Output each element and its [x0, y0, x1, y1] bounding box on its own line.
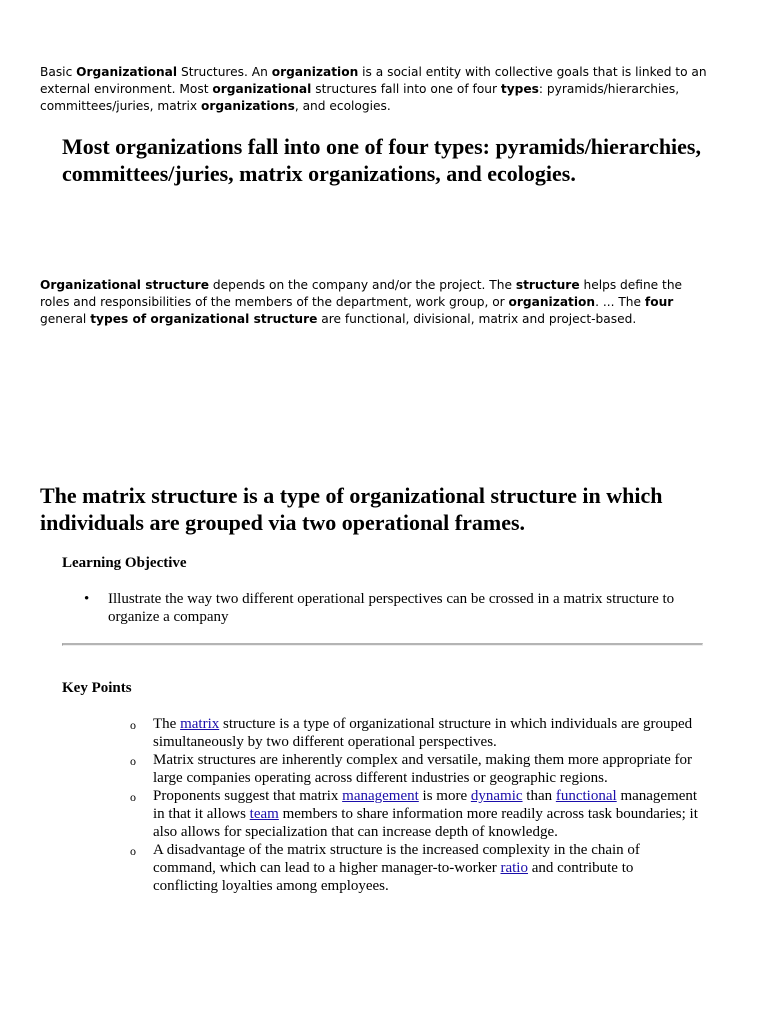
bold-text: organizations [201, 99, 295, 113]
key-point-text [153, 788, 698, 840]
key-point-text [153, 842, 640, 894]
text-run: depends on the company and/or the project. The [208, 278, 516, 292]
learning-objective-text: Illustrate the way two different operational perspectives can be crossed in a matrix structure to organize a company [108, 591, 675, 625]
bold-text: types [500, 82, 539, 96]
intro-paragraph [40, 64, 712, 115]
text-run: Basic [40, 65, 77, 79]
learning-objective-title: Learning Objective [62, 555, 187, 571]
link-dynamic[interactable]: dynamic [470, 788, 523, 804]
heading-four-types: Most organizations fall into one of four types: pyramids/hierarchies, committees/juries, matrix organizations, and ecologies. [62, 134, 701, 186]
text-run: Structures. An [177, 65, 272, 79]
list-item [84, 590, 704, 626]
text-run: than [522, 788, 556, 804]
link-functional[interactable]: functional [555, 788, 617, 804]
link-matrix[interactable]: matrix [180, 716, 220, 732]
heading-matrix-structure: The matrix structure is a type of organizational structure in which individuals are grouped via two operational frames. [40, 483, 663, 535]
key-point-text [153, 752, 692, 786]
bold-text: four [644, 295, 674, 309]
list-item [130, 841, 702, 895]
text-run: : pyramids/hierarchies, committees/juries, matrix [40, 82, 680, 113]
bold-text: organization [508, 295, 596, 309]
bold-text: Organizational [76, 65, 178, 79]
list-item [130, 715, 702, 751]
text-run: , and ecologies. [294, 99, 391, 113]
bold-text: types of organizational structure [90, 312, 318, 326]
circle-bullet-icon: o [130, 790, 136, 804]
link-ratio[interactable]: ratio [500, 860, 528, 876]
text-run: are functional, divisional, matrix and project-based. [317, 312, 637, 326]
text-run: A disadvantage of the matrix structure is the increased complexity in the chain of command, which can lead to a higher manager-to-worker [153, 842, 640, 876]
bold-text: Organizational structure [40, 278, 209, 292]
text-run: is more [418, 788, 471, 804]
key-points-list [130, 715, 702, 895]
circle-bullet-icon: o [130, 718, 136, 732]
bold-text: organizational [212, 82, 312, 96]
horizontal-divider [62, 643, 703, 646]
learning-objective-list [84, 590, 704, 626]
text-run: structure is a type of organizational structure in which individuals are grouped simultaneously by two different operational perspectives. [153, 716, 693, 750]
text-run: Proponents suggest that matrix [153, 788, 343, 804]
link-management[interactable]: management [342, 788, 419, 804]
text-run: general [40, 312, 91, 326]
link-team[interactable]: team [249, 806, 279, 822]
text-run: . ... The [595, 295, 645, 309]
bold-text: structure [515, 278, 580, 292]
text-run: members to share information more readily across task boundaries; it also allows for specialization that can increase depth of knowledge. [153, 806, 698, 840]
key-point-text [153, 716, 692, 750]
list-item [130, 751, 702, 787]
text-run: The [153, 716, 181, 732]
bold-text: organization [271, 65, 359, 79]
text-run: is a social entity with collective goals that is linked to an external environment. Most [40, 65, 707, 96]
text-run: structures fall into one of four [311, 82, 501, 96]
circle-bullet-icon: o [130, 844, 136, 858]
text-run: and contribute to conflicting loyalties among employees. [153, 860, 634, 894]
list-item [130, 787, 702, 841]
key-points-title: Key Points [62, 680, 132, 696]
text-run: Matrix structures are inherently complex and versatile, making them more appropriate for large companies operating across different industries or geographic regions. [153, 752, 692, 786]
text-run: helps define the roles and responsibilities of the members of the department, work group, or [40, 278, 683, 309]
circle-bullet-icon: o [130, 754, 136, 768]
bullet-icon: • [84, 591, 90, 607]
text-run: management in that it allows [153, 788, 698, 822]
structure-paragraph [40, 277, 712, 328]
